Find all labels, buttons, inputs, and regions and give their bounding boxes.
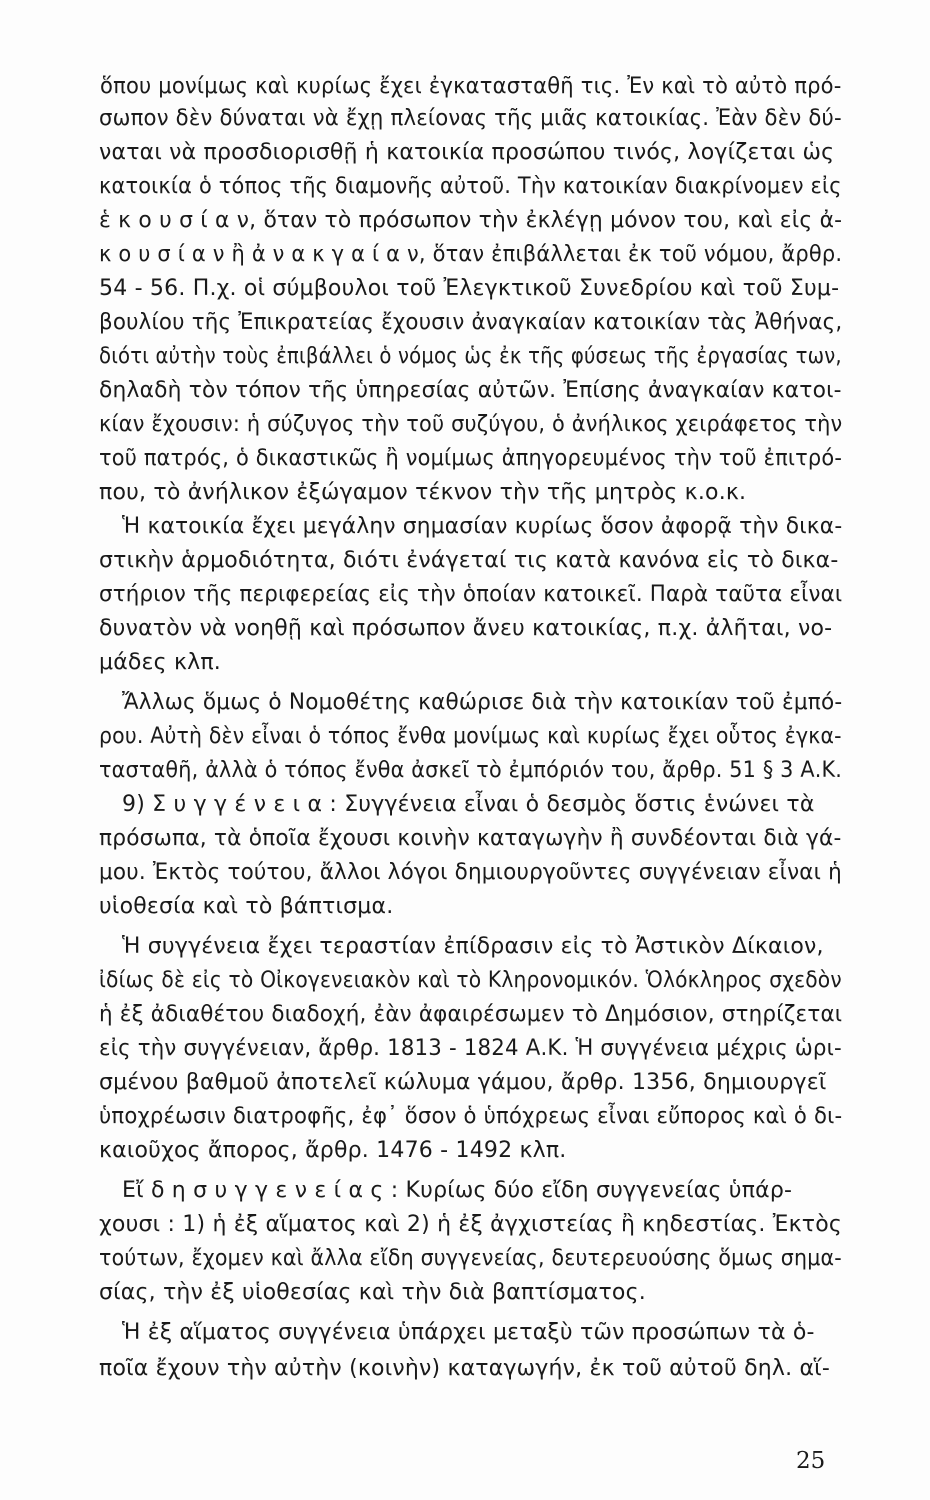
text-line: διότι αὐτὴν τοὺς ἐπιβάλλει ὁ νόμος ὡς ἐκ τῆς φύσεως τῆς ἐργασίας των, [99, 344, 842, 369]
text-line: χουσι : 1) ἡ ἐξ αἵματος καὶ 2) ἡ ἐξ ἀγχιστείας ἢ κηδεστίας. Ἐκτὸς [99, 1212, 843, 1237]
text-line: ὅπου μονίμως καὶ κυρίως ἔχει ἐγκατασταθῆ τις. Ἐν καὶ τὸ αὐτὸ πρό- [100, 74, 842, 99]
text-line: 54 - 56. Π.χ. οἱ σύμβουλοι τοῦ Ἐλεγκτικοῦ Συνεδρίου καὶ τοῦ Συμ- [99, 276, 840, 301]
text-line: τασταθῆ, ἀλλὰ ὁ τόπος ἔνθα ἀσκεῖ τὸ ἐμπόριόν του, ἄρθρ. 51 § 3 Α.Κ. [99, 758, 843, 783]
text-line: τοῦ πατρός, ὁ δικαστικῶς ἢ νομίμως ἀπηγορευμένος τὴν τοῦ ἐπιτρό- [99, 446, 843, 471]
text-line: πρόσωπα, τὰ ὁποῖα ἔχουσι κοινὴν καταγωγὴν ἢ συνδέονται διὰ γά- [99, 826, 842, 851]
text-line: Εἴ δ η σ υ γ γ ε ν ε ί α ς : Κυρίως δύο εἴδη συγγενείας ὑπάρ- [122, 1178, 793, 1203]
text-line: κ ο υ σ ί α ν ἢ ἀ ν α κ γ α ί α ν, ὅταν ἐπιβάλλεται ἐκ τοῦ νόμου, ἄρθρ. [99, 242, 843, 267]
text-line: βουλίου τῆς Ἐπικρατείας ἔχουσιν ἀναγκαίαν κατοικίαν τὰς Ἀθήνας, [99, 310, 843, 335]
text-line: καιοῦχος ἄπορος, ἄρθρ. 1476 - 1492 κλπ. [99, 1138, 567, 1163]
text-line: μάδες κλπ. [99, 650, 221, 675]
text-line: δυνατὸν νὰ νοηθῇ καὶ πρόσωπον ἄνευ κατοικίας, π.χ. ἀλῆται, νο- [99, 616, 833, 641]
text-line: σωπον δὲν δύναται νὰ ἔχῃ πλείονας τῆς μιᾶς κατοικίας. Ἐὰν δὲν δύ- [99, 106, 842, 131]
text-line: σίας, τὴν ἐξ υἱοθεσίας καὶ τὴν διὰ βαπτίσματος. [99, 1280, 646, 1305]
text-line: ρου. Αὐτὴ δὲν εἶναι ὁ τόπος ἔνθα μονίμως καὶ κυρίως ἔχει οὗτος ἐγκα- [99, 724, 842, 749]
text-line: Ἡ ἐξ αἵματος συγγένεια ὑπάρχει μεταξὺ τῶν προσώπων τὰ ὁ- [122, 1320, 815, 1345]
text-line: υἱοθεσία καὶ τὸ βάπτισμα. [99, 894, 394, 919]
text-line: εἰς τὴν συγγένειαν, ἄρθρ. 1813 - 1824 Α.Κ. Ἡ συγγένεια μέχρις ὡρι- [99, 1036, 842, 1061]
text-line: ἑ κ ο υ σ ί α ν, ὅταν τὸ πρόσωπον τὴν ἐκλέγῃ μόνον του, καὶ εἰς ἀ- [99, 208, 843, 233]
text-line: ἰδίως δὲ εἰς τὸ Οἰκογενειακὸν καὶ τὸ Κληρονομικόν. Ὁλόκληρος σχεδὸν [99, 968, 842, 993]
page-number: 25 [796, 1448, 826, 1474]
text-line: στήριον τῆς περιφερείας εἰς τὴν ὁποίαν κατοικεῖ. Παρὰ ταῦτα εἶναι [99, 582, 843, 607]
text-line: ποῖα ἔχουν τὴν αὐτὴν (κοινὴν) καταγωγήν, ἐκ τοῦ αὐτοῦ δηλ. αἵ- [99, 1356, 830, 1381]
text-line: μου. Ἐκτὸς τούτου, ἄλλοι λόγοι δημιουργοῦντες συγγένειαν εἶναι ἡ [99, 860, 842, 885]
text-line: ἡ ἐξ ἀδιαθέτου διαδοχή, ἐὰν ἀφαιρέσωμεν τὸ Δημόσιον, στηρίζεται [99, 1002, 843, 1027]
text-line: σμένου βαθμοῦ ἀποτελεῖ κώλυμα γάμου, ἄρθρ. 1356, δημιουργεῖ [99, 1070, 827, 1095]
text-line: τούτων, ἔχομεν καὶ ἄλλα εἴδη συγγενείας, δευτερευούσης ὅμως σημα- [99, 1246, 842, 1271]
text-line: κίαν ἔχουσιν: ἡ σύζυγος τὴν τοῦ συζύγου, ὁ ἀνήλικος χειράφετος τὴν [99, 412, 843, 437]
text-line: ὑποχρέωσιν διατροφῆς, ἐφ᾿ ὅσον ὁ ὑπόχρεως εἶναι εὔπορος καὶ ὁ δι- [99, 1104, 843, 1129]
text-line: κατοικία ὁ τόπος τῆς διαμονῆς αὐτοῦ. Τὴν κατοικίαν διακρίνομεν εἰς [99, 174, 842, 199]
text-line: που, τὸ ἀνήλικον ἐξώγαμον τέκνον τὴν τῆς μητρὸς κ.ο.κ. [99, 480, 747, 505]
text-line: δηλαδὴ τὸν τόπον τῆς ὑπηρεσίας αὐτῶν. Ἐπίσης ἀναγκαίαν κατοι- [99, 378, 842, 403]
text-line: Ἡ κατοικία ἔχει μεγάλην σημασίαν κυρίως ὅσον ἀφορᾷ τὴν δικα- [122, 514, 843, 539]
text-line: στικὴν ἁρμοδιότητα, διότι ἐνάγεταί τις κατὰ κανόνα εἰς τὸ δικα- [99, 548, 839, 573]
text-line: ναται νὰ προσδιορισθῇ ἡ κατοικία προσώπου τινός, λογίζεται ὡς [99, 140, 835, 165]
text-line: 9) Σ υ γ γ έ ν ε ι α : Συγγένεια εἶναι ὁ δεσμὸς ὅστις ἑνώνει τὰ [122, 792, 815, 817]
text-line: Ἄλλως ὅμως ὁ Νομοθέτης καθώρισε διὰ τὴν κατοικίαν τοῦ ἐμπό- [122, 690, 843, 715]
text-line: Ἡ συγγένεια ἔχει τεραστίαν ἐπίδρασιν εἰς τὸ Ἀστικὸν Δίκαιον, [122, 934, 824, 959]
